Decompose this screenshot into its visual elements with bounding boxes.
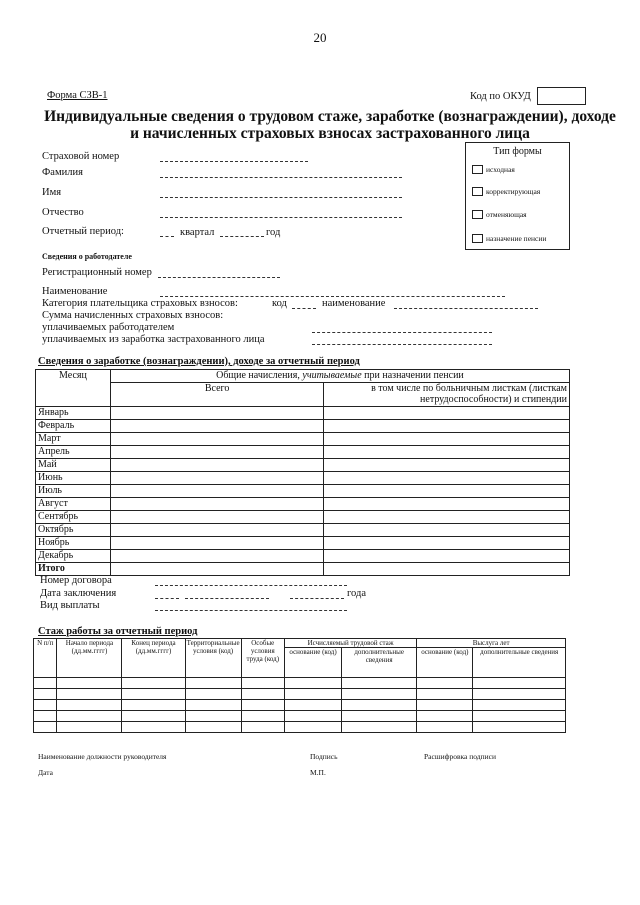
table-row bbox=[34, 711, 566, 722]
surname-label: Фамилия bbox=[42, 167, 83, 178]
category-label: Категория плательщика страховых взносов: bbox=[42, 298, 238, 309]
form-type-box bbox=[465, 142, 570, 250]
paid-employer-label: уплачиваемых работодателем bbox=[42, 322, 175, 333]
contract-year-label: года bbox=[347, 588, 366, 599]
col-calc-experience: Исчисляемый трудовой стаж bbox=[284, 639, 416, 648]
checkbox[interactable] bbox=[472, 165, 483, 174]
contributions-sum-label: Сумма начисленных страховых взносов: bbox=[42, 310, 224, 321]
contract-number-field[interactable] bbox=[155, 576, 347, 586]
year-label: год bbox=[266, 227, 281, 238]
quarter-field[interactable] bbox=[160, 227, 174, 237]
table-row: Январь bbox=[36, 406, 570, 419]
employer-name-field[interactable] bbox=[160, 287, 505, 297]
form-type-option[interactable]: назначение пенсии bbox=[472, 234, 546, 243]
stamp-label: М.П. bbox=[310, 768, 326, 777]
col-end: Конец периода (дд.мм.гггг) bbox=[122, 639, 185, 678]
patronymic-label: Отчество bbox=[42, 207, 84, 218]
table-row: Июнь bbox=[36, 471, 570, 484]
table-row: Ноябрь bbox=[36, 536, 570, 549]
col-extra: дополнительные сведения bbox=[342, 648, 417, 678]
earnings-table bbox=[35, 369, 570, 576]
category-name-label: наименование bbox=[322, 298, 386, 309]
employer-section-title: Сведения о работодателе bbox=[42, 252, 132, 261]
paid-employer-field[interactable] bbox=[312, 323, 492, 333]
employer-name-label: Наименование bbox=[42, 286, 108, 297]
col-n: N п/п bbox=[34, 639, 57, 678]
contract-year-field[interactable] bbox=[290, 589, 344, 599]
form-title-line1: Индивидуальные сведения о трудовом стаже, заработке (вознаграждении), доходе bbox=[44, 108, 616, 125]
okud-code-field[interactable] bbox=[537, 87, 586, 105]
form-type-title: Тип формы bbox=[493, 146, 542, 157]
year-field[interactable] bbox=[220, 227, 264, 237]
signature-decode-label: Расшифровка подписи bbox=[424, 752, 496, 761]
contract-number-label: Номер договора bbox=[40, 575, 112, 586]
col-start: Начало периода (дд.мм.гггг) bbox=[57, 639, 122, 678]
form-name: Форма СЗВ-1 bbox=[47, 90, 108, 101]
quarter-label: квартал bbox=[180, 227, 215, 238]
surname-field[interactable] bbox=[160, 168, 402, 178]
contract-month-field[interactable] bbox=[185, 589, 269, 599]
page-number: 20 bbox=[313, 30, 327, 45]
form-title-line2: и начисленных страховых взносах застрахованного лица bbox=[130, 125, 530, 142]
experience-section-title: Стаж работы за отчетный период bbox=[38, 626, 198, 637]
table-row: Апрель bbox=[36, 445, 570, 458]
payment-type-field[interactable] bbox=[155, 601, 347, 611]
contract-date-label: Дата заключения bbox=[40, 588, 117, 599]
checkbox[interactable] bbox=[472, 187, 483, 196]
col-basis: основание (код) bbox=[417, 648, 473, 678]
checkbox[interactable] bbox=[472, 210, 483, 219]
reg-number-label: Регистрационный номер bbox=[42, 267, 152, 278]
table-row: Март bbox=[36, 432, 570, 445]
experience-table bbox=[33, 638, 566, 733]
paid-employee-field[interactable] bbox=[312, 335, 492, 345]
col-basis: основание (код) bbox=[284, 648, 341, 678]
period-label: Отчетный период: bbox=[42, 226, 124, 237]
category-code-field[interactable] bbox=[292, 299, 316, 309]
form-type-option[interactable]: исходная bbox=[472, 165, 515, 174]
table-row: Февраль bbox=[36, 419, 570, 432]
paid-employee-label: уплачиваемых из заработка застрахованного лица bbox=[42, 334, 265, 345]
okud-label: Код по ОКУД bbox=[470, 91, 531, 102]
col-extra: дополнительные сведения bbox=[473, 648, 566, 678]
form-type-option[interactable]: корректирующая bbox=[472, 187, 540, 196]
payment-type-label: Вид выплаты bbox=[40, 600, 100, 611]
table-row: Декабрь bbox=[36, 549, 570, 562]
table-row: Сентябрь bbox=[36, 510, 570, 523]
table-row: Август bbox=[36, 497, 570, 510]
table-row: Июль bbox=[36, 484, 570, 497]
col-sick-leave: в том числе по больничным листкам (листкам нетрудоспособности) и стипендии bbox=[324, 382, 570, 406]
table-row: Октябрь bbox=[36, 523, 570, 536]
col-territory: Территориальные условия (код) bbox=[185, 639, 241, 678]
table-row bbox=[34, 722, 566, 733]
col-seniority: Выслуга лет bbox=[417, 639, 566, 648]
reg-number-field[interactable] bbox=[158, 268, 280, 278]
date-label: Дата bbox=[38, 768, 53, 777]
manager-position-label: Наименование должности руководителя bbox=[38, 752, 167, 761]
signature-label: Подпись bbox=[310, 752, 338, 761]
col-month: Месяц bbox=[36, 370, 111, 407]
col-general: Общие начисления, учитываемые при назначении пенсии bbox=[110, 370, 569, 383]
patronymic-field[interactable] bbox=[160, 208, 402, 218]
col-special: Особые условия труда (код) bbox=[241, 639, 284, 678]
category-name-field[interactable] bbox=[394, 299, 538, 309]
form-type-option[interactable]: отменяющая bbox=[472, 210, 527, 219]
table-row-total: Итого bbox=[36, 562, 570, 575]
table-row bbox=[34, 700, 566, 711]
insurance-number-label: Страховой номер bbox=[42, 151, 120, 162]
checkbox[interactable] bbox=[472, 234, 483, 243]
category-code-label: код bbox=[272, 298, 287, 309]
table-row bbox=[34, 678, 566, 689]
contract-day-field[interactable] bbox=[155, 589, 179, 599]
earnings-section-title: Сведения о заработке (вознаграждении), доходе за отчетный период bbox=[38, 356, 360, 367]
name-label: Имя bbox=[42, 187, 62, 198]
table-row bbox=[34, 689, 566, 700]
name-field[interactable] bbox=[160, 188, 402, 198]
table-row: Май bbox=[36, 458, 570, 471]
col-total: Всего bbox=[110, 382, 323, 406]
insurance-number-field[interactable] bbox=[160, 152, 308, 162]
